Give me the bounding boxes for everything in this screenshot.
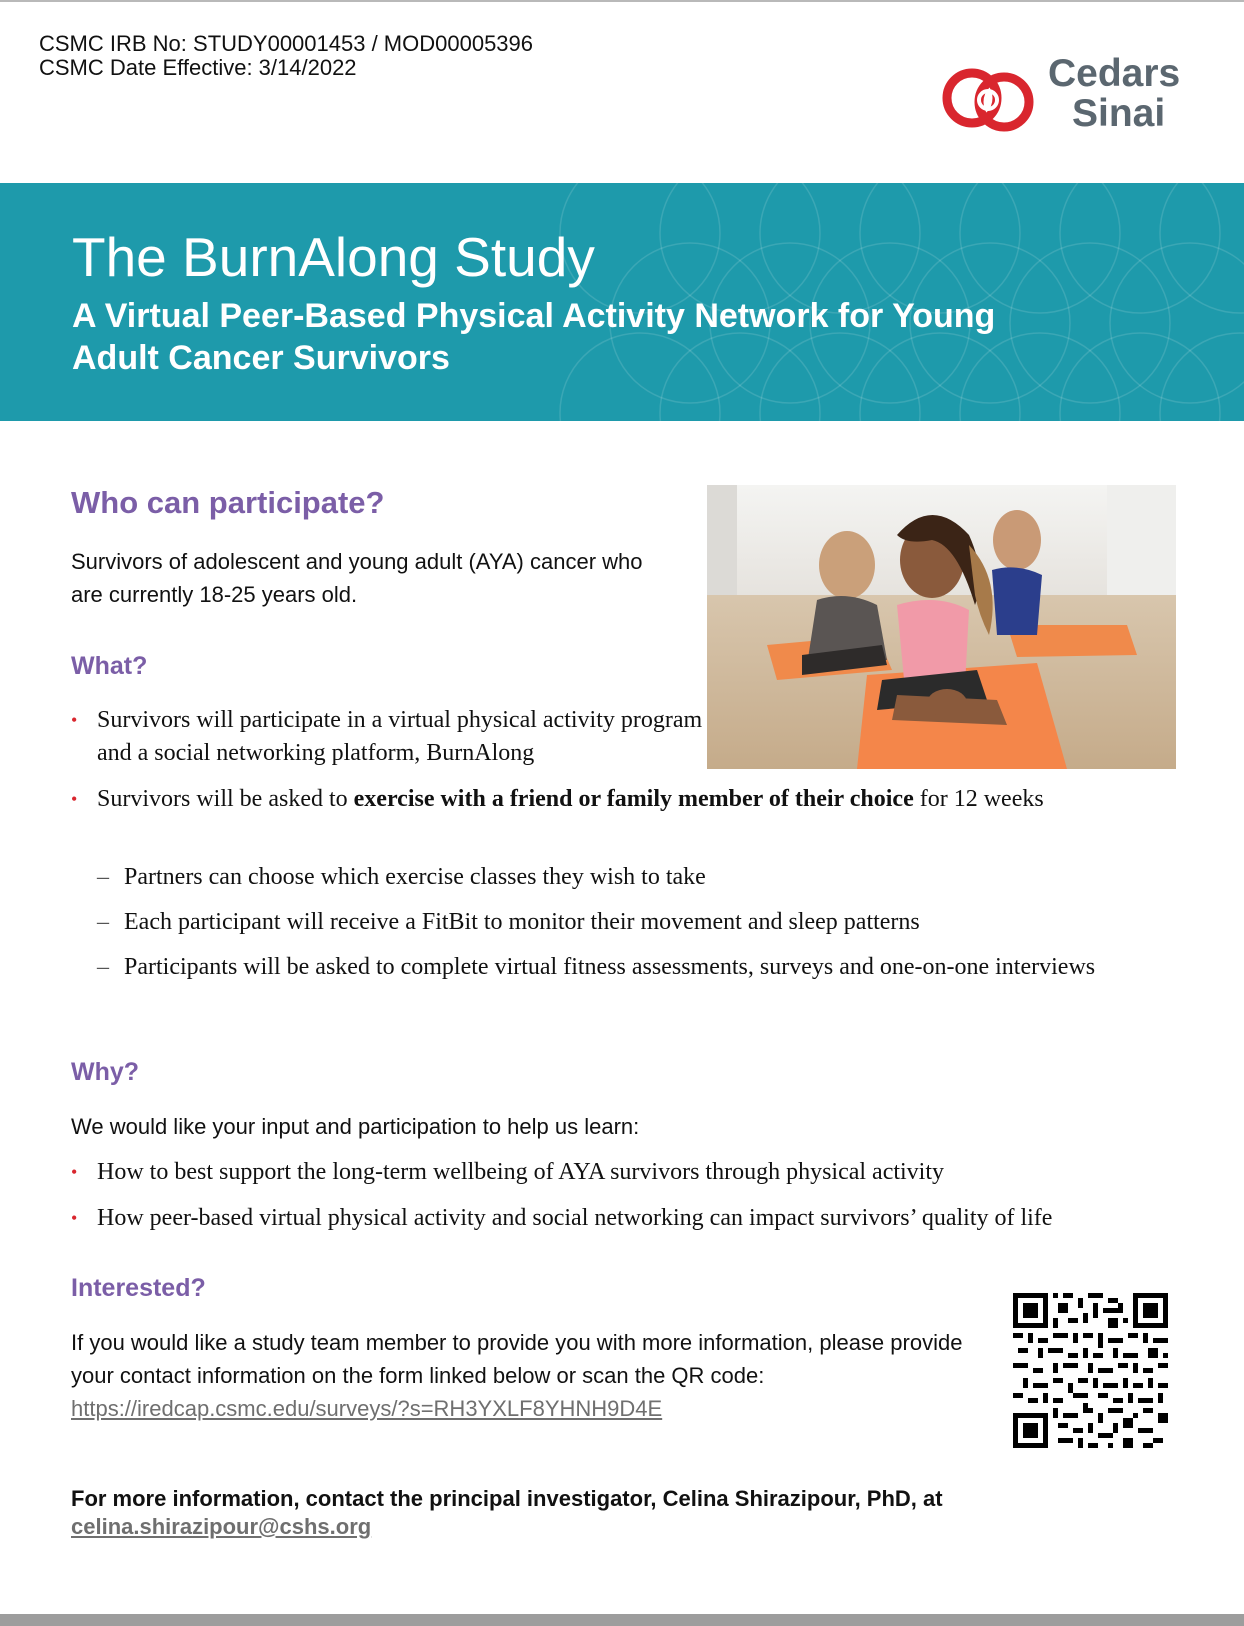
bullet-marker: • — [71, 1208, 78, 1228]
why-bullet-2-text: How peer-based virtual physical activity and social networking can impact survivors’ quality of life — [97, 1205, 1053, 1231]
cedars-sinai-logo-icon — [942, 58, 1042, 138]
who-text: Survivors of adolescent and young adult (AYA) cancer who are currently 18-25 years old. — [71, 549, 643, 607]
bottom-border — [0, 1614, 1244, 1626]
what-bullet-2-bold: exercise with a friend or family member of their choice — [353, 786, 914, 812]
dash-marker: – — [97, 909, 109, 935]
bullet-marker: • — [71, 710, 78, 730]
top-border — [0, 0, 1244, 2]
what-bullet-2-pre: Survivors will be asked to — [97, 786, 354, 812]
irb-info — [39, 32, 533, 80]
interested-heading: Interested? — [71, 1274, 206, 1302]
logo-wordmark — [1048, 54, 1180, 134]
what-heading: What? — [71, 652, 148, 680]
photo-illustration — [707, 485, 1176, 769]
interested-text — [71, 1326, 991, 1425]
interested-text-body: If you would like a study team member to provide you with more information, please provide your contact information on the form linked below or scan the QR code: — [71, 1330, 963, 1388]
logo-line-1: Cedars — [1048, 52, 1181, 95]
study-title: The BurnAlong Study — [72, 226, 595, 288]
qr-code-icon — [1013, 1293, 1168, 1448]
contact-email[interactable]: celina.shirazipour@cshs.org — [71, 1514, 372, 1539]
contact-text: For more information, contact the principal investigator, Celina Shirazipour, PhD, at — [71, 1486, 943, 1511]
why-intro: We would like your input and participation to help us learn: — [71, 1114, 640, 1139]
dash-marker: – — [97, 864, 109, 890]
what-bullet-2-text — [97, 783, 1157, 816]
title-banner — [0, 183, 1244, 421]
logo-line-2: Sinai — [1072, 92, 1166, 135]
dash-marker: – — [97, 954, 109, 980]
why-heading: Why? — [71, 1058, 140, 1086]
irb-number: CSMC IRB No: STUDY00001453 / MOD00005396 — [39, 31, 534, 56]
why-bullet-1-text: How to best support the long-term wellbeing of AYA survivors through physical activity — [97, 1159, 945, 1185]
qr-code[interactable] — [1013, 1293, 1168, 1448]
study-subtitle: A Virtual Peer-Based Physical Activity Network for Young Adult Cancer Survivors — [72, 297, 996, 377]
cedars-sinai-logo — [942, 54, 1204, 144]
what-subpoint-1-text: Partners can choose which exercise classes they wish to take — [124, 864, 706, 890]
what-bullet-1-text: Survivors will participate in a virtual physical activity program and a social networking platform, BurnAlong — [97, 707, 703, 766]
bullet-marker: • — [71, 1162, 78, 1182]
stretching-photo — [707, 485, 1176, 769]
what-subpoint-2-text: Each participant will receive a FitBit to monitor their movement and sleep patterns — [124, 909, 920, 935]
what-bullet-2-post: for 12 weeks — [913, 786, 1044, 812]
who-heading: Who can participate? — [71, 485, 385, 520]
irb-date: CSMC Date Effective: 3/14/2022 — [39, 55, 357, 80]
contact-info — [71, 1485, 943, 1541]
what-subpoint-3-text: Participants will be asked to complete virtual fitness assessments, surveys and one-on-one interviews — [124, 954, 1096, 980]
bullet-marker: • — [71, 789, 78, 809]
survey-link[interactable]: https://iredcap.csmc.edu/surveys/?s=RH3YXLF8YHNH9D4E — [71, 1396, 663, 1421]
